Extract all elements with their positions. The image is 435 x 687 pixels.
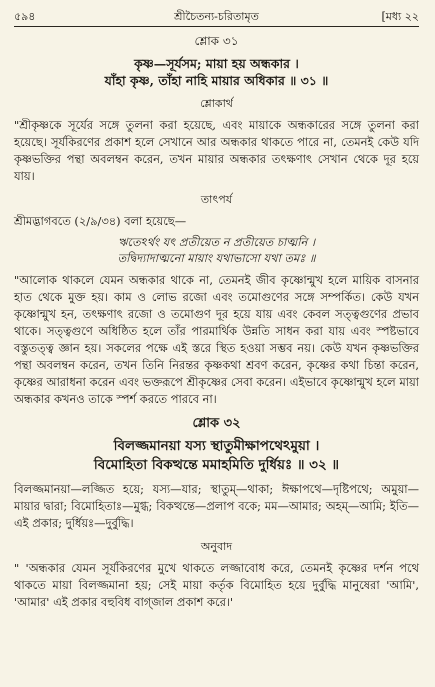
- verse-31-translation: "শ্রীকৃষ্ণকে সূর্যের সঙ্গে তুলনা করা হয়েছে, এবং মায়াকে অন্ধকারের সঙ্গে তুলনা করা হয়েছে। সূর্যকিরণের প্রকাশ হলে সেখানে আর অন্ধকার থাকতে পারে না, তেমনই কেউ যদি কৃষ্ণভক্তির পন্থা অবলম্বন করেন, তখন মায়ার অন্ধকার তৎক্ষণাৎ সেখান থেকে দূর হয়ে যায়।: [14, 118, 419, 183]
- sanskrit-line-2: তদ্বিদ্যাদাত্মনো মায়াং যথাভাসো যথা তমঃ ॥: [117, 251, 316, 265]
- verse-31-purport-body: "আলোক থাকলে যেমন অন্ধকার থাকে না, তেমনই জীব কৃষ্ণোন্মুখ হলে মায়িক বাসনার হাত থেকে মুক্ত হয়। কাম ও লোভ রজো এবং তমোগুণের সঙ্গে সম্পর্কিত। কেউ যখন কৃষ্ণোন্মুখ হন, তৎক্ষণাৎ রজো ও তমোগুণ দূর হয়ে যায় এবং কেবল সত্ত্বগুণের প্রভাব থাকে। সত্ত্বগুণে অধিষ্ঠিত হলে তাঁর পারমার্থিক উন্নতি সাধন করা যায় এবং স্পষ্টভাবে বস্তুতত্ত্ব জ্ঞান হয়। সকলের পক্ষে এই স্তরে স্থিত হওয়া সম্ভব নয়। কেউ যখন কৃষ্ণভক্তির পন্থা অবলম্বন করেন, তখন তিনি নিরন্তর কৃষ্ণকথা শ্রবণ করেন, কৃষ্ণের কথা চিন্তা করেন, কৃষ্ণের আরাধনা করেন এবং ভক্তরূপে শ্রীকৃষ্ণের সেবা করেন। এইভাবে কৃষ্ণোন্মুখ হলে মায়া অন্ধকার কখনও তাকে স্পর্শ করতে পারবে না।: [14, 273, 419, 406]
- sanskrit-line-1: ঋতেঽর্থং যৎ প্রতীয়েত ন প্রতীয়েত চাত্মনি ।: [117, 235, 316, 249]
- verse-32-line-2: বিমোহিতা বিকত্থন্তে মমাহমিতি দুর্ধিয়ঃ ॥ ৩২ ॥: [93, 457, 340, 473]
- verse-32-line-1: বিলজ্জমানয়া যস্য স্থাতুমীক্ষাপথেঽমুয়া ।: [113, 438, 320, 454]
- chapter-label: [মধ্য ২২: [381, 10, 419, 23]
- page-header: [14, 8, 419, 24]
- verse-32-heading: শ্লোক ৩২: [192, 416, 241, 431]
- verse-32-translation: " 'অন্ধকার যেমন সূর্যকিরণের মুখে থাকতে লজ্জাবোধ করে, তেমনই কৃষ্ণের দর্শন পথে থাকতে মায়া বিলজ্জমানা হয়; সেই মায়া কর্তৃক বিমোহিত হয়ে দুর্বুদ্ধি মানুষেরা 'আমি', 'আমার' এই প্রকার বহুবিধ বাগ্জাল প্রকাশ করে।': [14, 561, 419, 609]
- verse-31-line-1: কৃষ্ণ—সূর্যসম; মায়া হয় অন্ধকার ।: [134, 56, 299, 71]
- verse-31-purport-title: তাৎপর্য: [200, 193, 233, 206]
- purport-intro: শ্রীমদ্ভাগবতে (২/৯/৩৪) বলা হয়েছে—: [14, 214, 187, 228]
- verse-31-line-2: যাঁহা কৃষ্ণ, তাঁহা নাহি মায়ার অধিকার ॥ ৩১ ॥: [104, 73, 329, 88]
- page-number: ৫৯৪: [14, 10, 36, 23]
- verse-32-synonyms: বিলজ্জমানয়া—লজ্জিত হয়ে; যস্য—যার; স্থাতুম্—থাকা; ঈক্ষাপথে—দৃষ্টিপথে; অমুয়া—মায়ার দ্বারা; বিমোহিতাঃ—মুগ্ধ; বিকত্থন্তে—প্রলাপ বকে; মম—আমার; অহম্—আমি; ইতি—এই প্রকার; দুর্ধিয়ঃ—দুর্বুদ্ধি।: [14, 482, 419, 530]
- verse-32-translation-title: অনুবাদ: [200, 540, 233, 553]
- verse-31-heading: শ্লোক ৩১: [194, 34, 239, 48]
- verse-31-translation-title: শ্লোকার্থ: [200, 97, 233, 110]
- book-title: শ্রীচৈতন্য-চরিতামৃত: [174, 10, 259, 23]
